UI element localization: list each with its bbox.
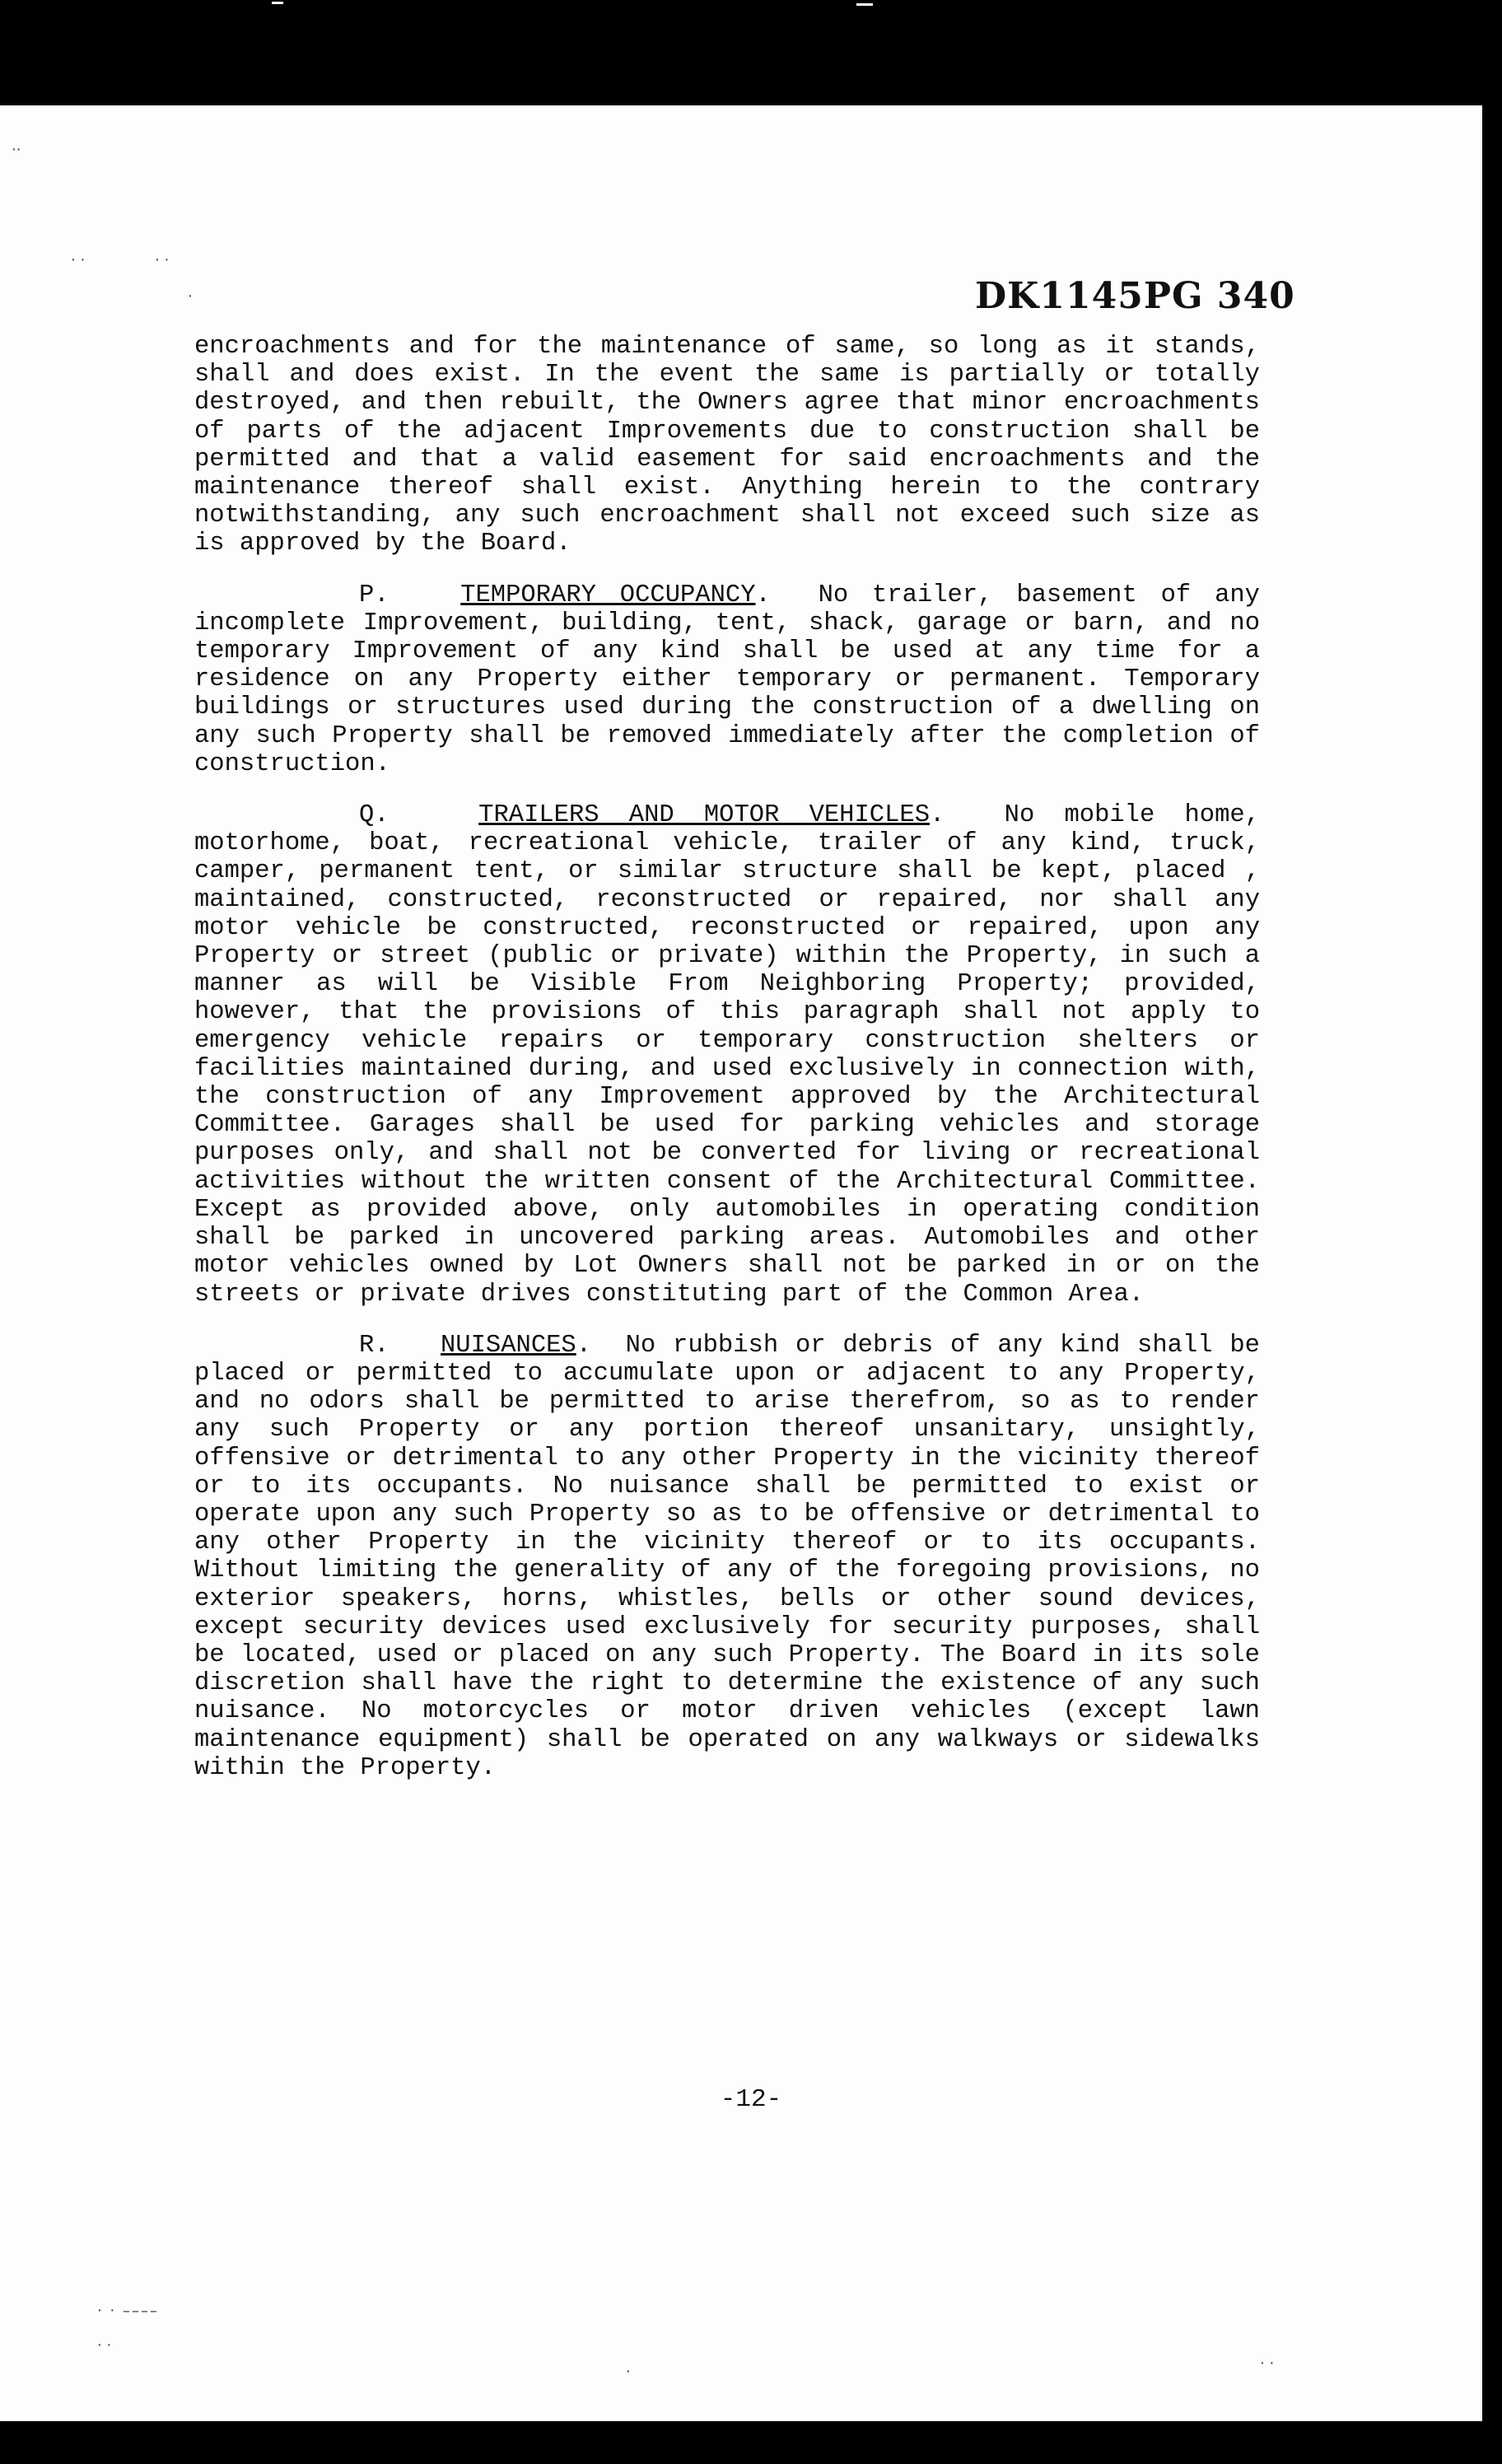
- scan-artifact: ‧ ‧: [71, 252, 86, 269]
- section-letter: P.: [359, 581, 389, 609]
- book-page-stamp: DK1145PG 340: [975, 275, 1295, 317]
- scan-artifact: ‧: [626, 2364, 631, 2381]
- scan-bottom-border: [0, 2421, 1502, 2464]
- scan-artifact: ‧‧: [12, 142, 21, 159]
- section-heading: TRAILERS AND MOTOR VEHICLES: [478, 801, 930, 830]
- section-r: R. NUISANCES. No rubbish or debris of any kind shall be placed or permitted to accumulate upon or adjacent to any Property, and no odors shall be permitted to arise therefrom, so as to render any such Property or any portion thereof unsanitary, unsightly, offensive or detrimental to any other Property in the vicinity thereof or to its occupants. No nuisance shall be permitted to exist or operate upon any such Property so as to be offensive or detrimental to any other Property in the vicinity thereof or to its occupants. Without limiting the generality of any of the foregoing provisions, no exterior speakers, horns, whistles, bells or other sound devices, except security devices used exclusively for security purposes, shall be located, used or placed on any such Property. The Board in its sole discretion shall have the right to determine the existence of any such nuisance. No motorcycles or motor driven vehicles (except lawn maintenance equipment) shall be operated on any walkways or sidewalks within the Property.: [194, 1331, 1260, 1782]
- section-text: No rubbish or debris of any kind shall be placed or permitted to accumulate upon or adjacent to any Property, and no odors shall be permitted to arise therefrom, so as to render any such Property or any portion thereof unsanitary, unsightly, offensive or detrimental to any other Property in the vicinity thereof or to its occupants. No nuisance shall be permitted to exist or operate upon any such Property so as to be offensive or detrimental to any other Property in the vicinity thereof or to its occupants. Without limiting the generality of any of the foregoing provisions, no exterior speakers, horns, whistles, bells or other sound devices, except security devices used exclusively for security purposes, shall be located, used or placed on any such Property. The Board in its sole discretion shall have the right to determine the existence of any such nuisance. No motorcycles or motor driven vehicles (except lawn maintenance equipment) shall be operated on any walkways or sidewalks within the Property.: [194, 1331, 1260, 1782]
- document-body: [194, 333, 1260, 1805]
- scan-artifact: [272, 2, 283, 4]
- section-letter: Q.: [359, 801, 389, 830]
- section-heading: TEMPORARY OCCUPANCY: [460, 581, 756, 609]
- section-text: No trailer, basement of any incomplete Improvement, building, tent, shack, garage or barn, and no temporary Improvement of any kind shall be used at any time for a residence on any Property either temporary or permanent. Temporary buildings or structures used during the construction of a dwelling on any such Property shall be removed immediately after the completion of construction.: [194, 581, 1260, 778]
- section-heading: NUISANCES: [441, 1331, 576, 1360]
- section-text: No mobile home, motorhome, boat, recreational vehicle, trailer of any kind, truck, camper, permanent tent, or similar structure shall be kept, placed , maintained, constructed, reconstructed or repaired, nor shall any motor vehicle be constructed, reconstructed or repaired, upon any Property or street (public or private) within the Property, in such a manner as will be Visible From Neighboring Property; provided, however, that the provisions of this paragraph shall not apply to emergency vehicle repairs or temporary construction shelters or facilities maintained during, and used exclusively in connection with, the construction of any Improvement approved by the Architectural Committee. Garages shall be used for parking vehicles and storage purposes only, and shall not be converted for living or recreational activities without the written consent of the Architectural Committee. Except as provided above, only automobiles in operating condition shall be parked in uncovered parking areas. Automobiles and other motor vehicles owned by Lot Owners shall not be parked in or on the streets or private drives constituting part of the Common Area.: [194, 801, 1260, 1309]
- section-q: Q. TRAILERS AND MOTOR VEHICLES. No mobile home, motorhome, boat, recreational vehicle, trailer of any kind, truck, camper, permanent tent, or similar structure shall be kept, placed , maintained, constructed, reconstructed or repaired, nor shall any motor vehicle be constructed, reconstructed or repaired, upon any Property or street (public or private) within the Property, in such a manner as will be Visible From Neighboring Property; provided, however, that the provisions of this paragraph shall not apply to emergency vehicle repairs or temporary construction shelters or facilities maintained during, and used exclusively in connection with, the construction of any Improvement approved by the Architectural Committee. Garages shall be used for parking vehicles and storage purposes only, and shall not be converted for living or recreational activities without the written consent of the Architectural Committee. Except as provided above, only automobiles in operating condition shall be parked in uncovered parking areas. Automobiles and other motor vehicles owned by Lot Owners shall not be parked in or on the streets or private drives constituting part of the Common Area.: [194, 801, 1260, 1309]
- scan-artifact: ‧: [188, 288, 193, 306]
- scan-artifact: ‧ ‧: [97, 2337, 112, 2354]
- scan-artifact: ‧ ‧ ––––: [97, 2303, 159, 2320]
- scan-artifact: ‧ ‧: [1260, 2355, 1275, 2373]
- page-number: -12-: [720, 2085, 782, 2114]
- opening-paragraph: encroachments and for the maintenance of same, so long as it stands, shall and does exist. In the event the same is partially or totally destroyed, and then rebuilt, the Owners agree that minor encroachments of parts of the adjacent Improvements due to construction shall be permitted and that a valid easement for said encroachments and the maintenance thereof shall exist. Anything herein to the contrary notwithstanding, any such encroachment shall not exceed such size as is approved by the Board.: [194, 333, 1260, 558]
- section-letter: R.: [359, 1331, 389, 1360]
- scan-artifact: ‧ ‧: [155, 252, 170, 269]
- scan-artifact: [856, 3, 873, 6]
- section-p: P. TEMPORARY OCCUPANCY. No trailer, basement of any incomplete Improvement, building, tent, shack, garage or barn, and no temporary Improvement of any kind shall be used at any time for a residence on any Property either temporary or permanent. Temporary buildings or structures used during the construction of a dwelling on any such Property shall be removed immediately after the completion of construction.: [194, 581, 1260, 778]
